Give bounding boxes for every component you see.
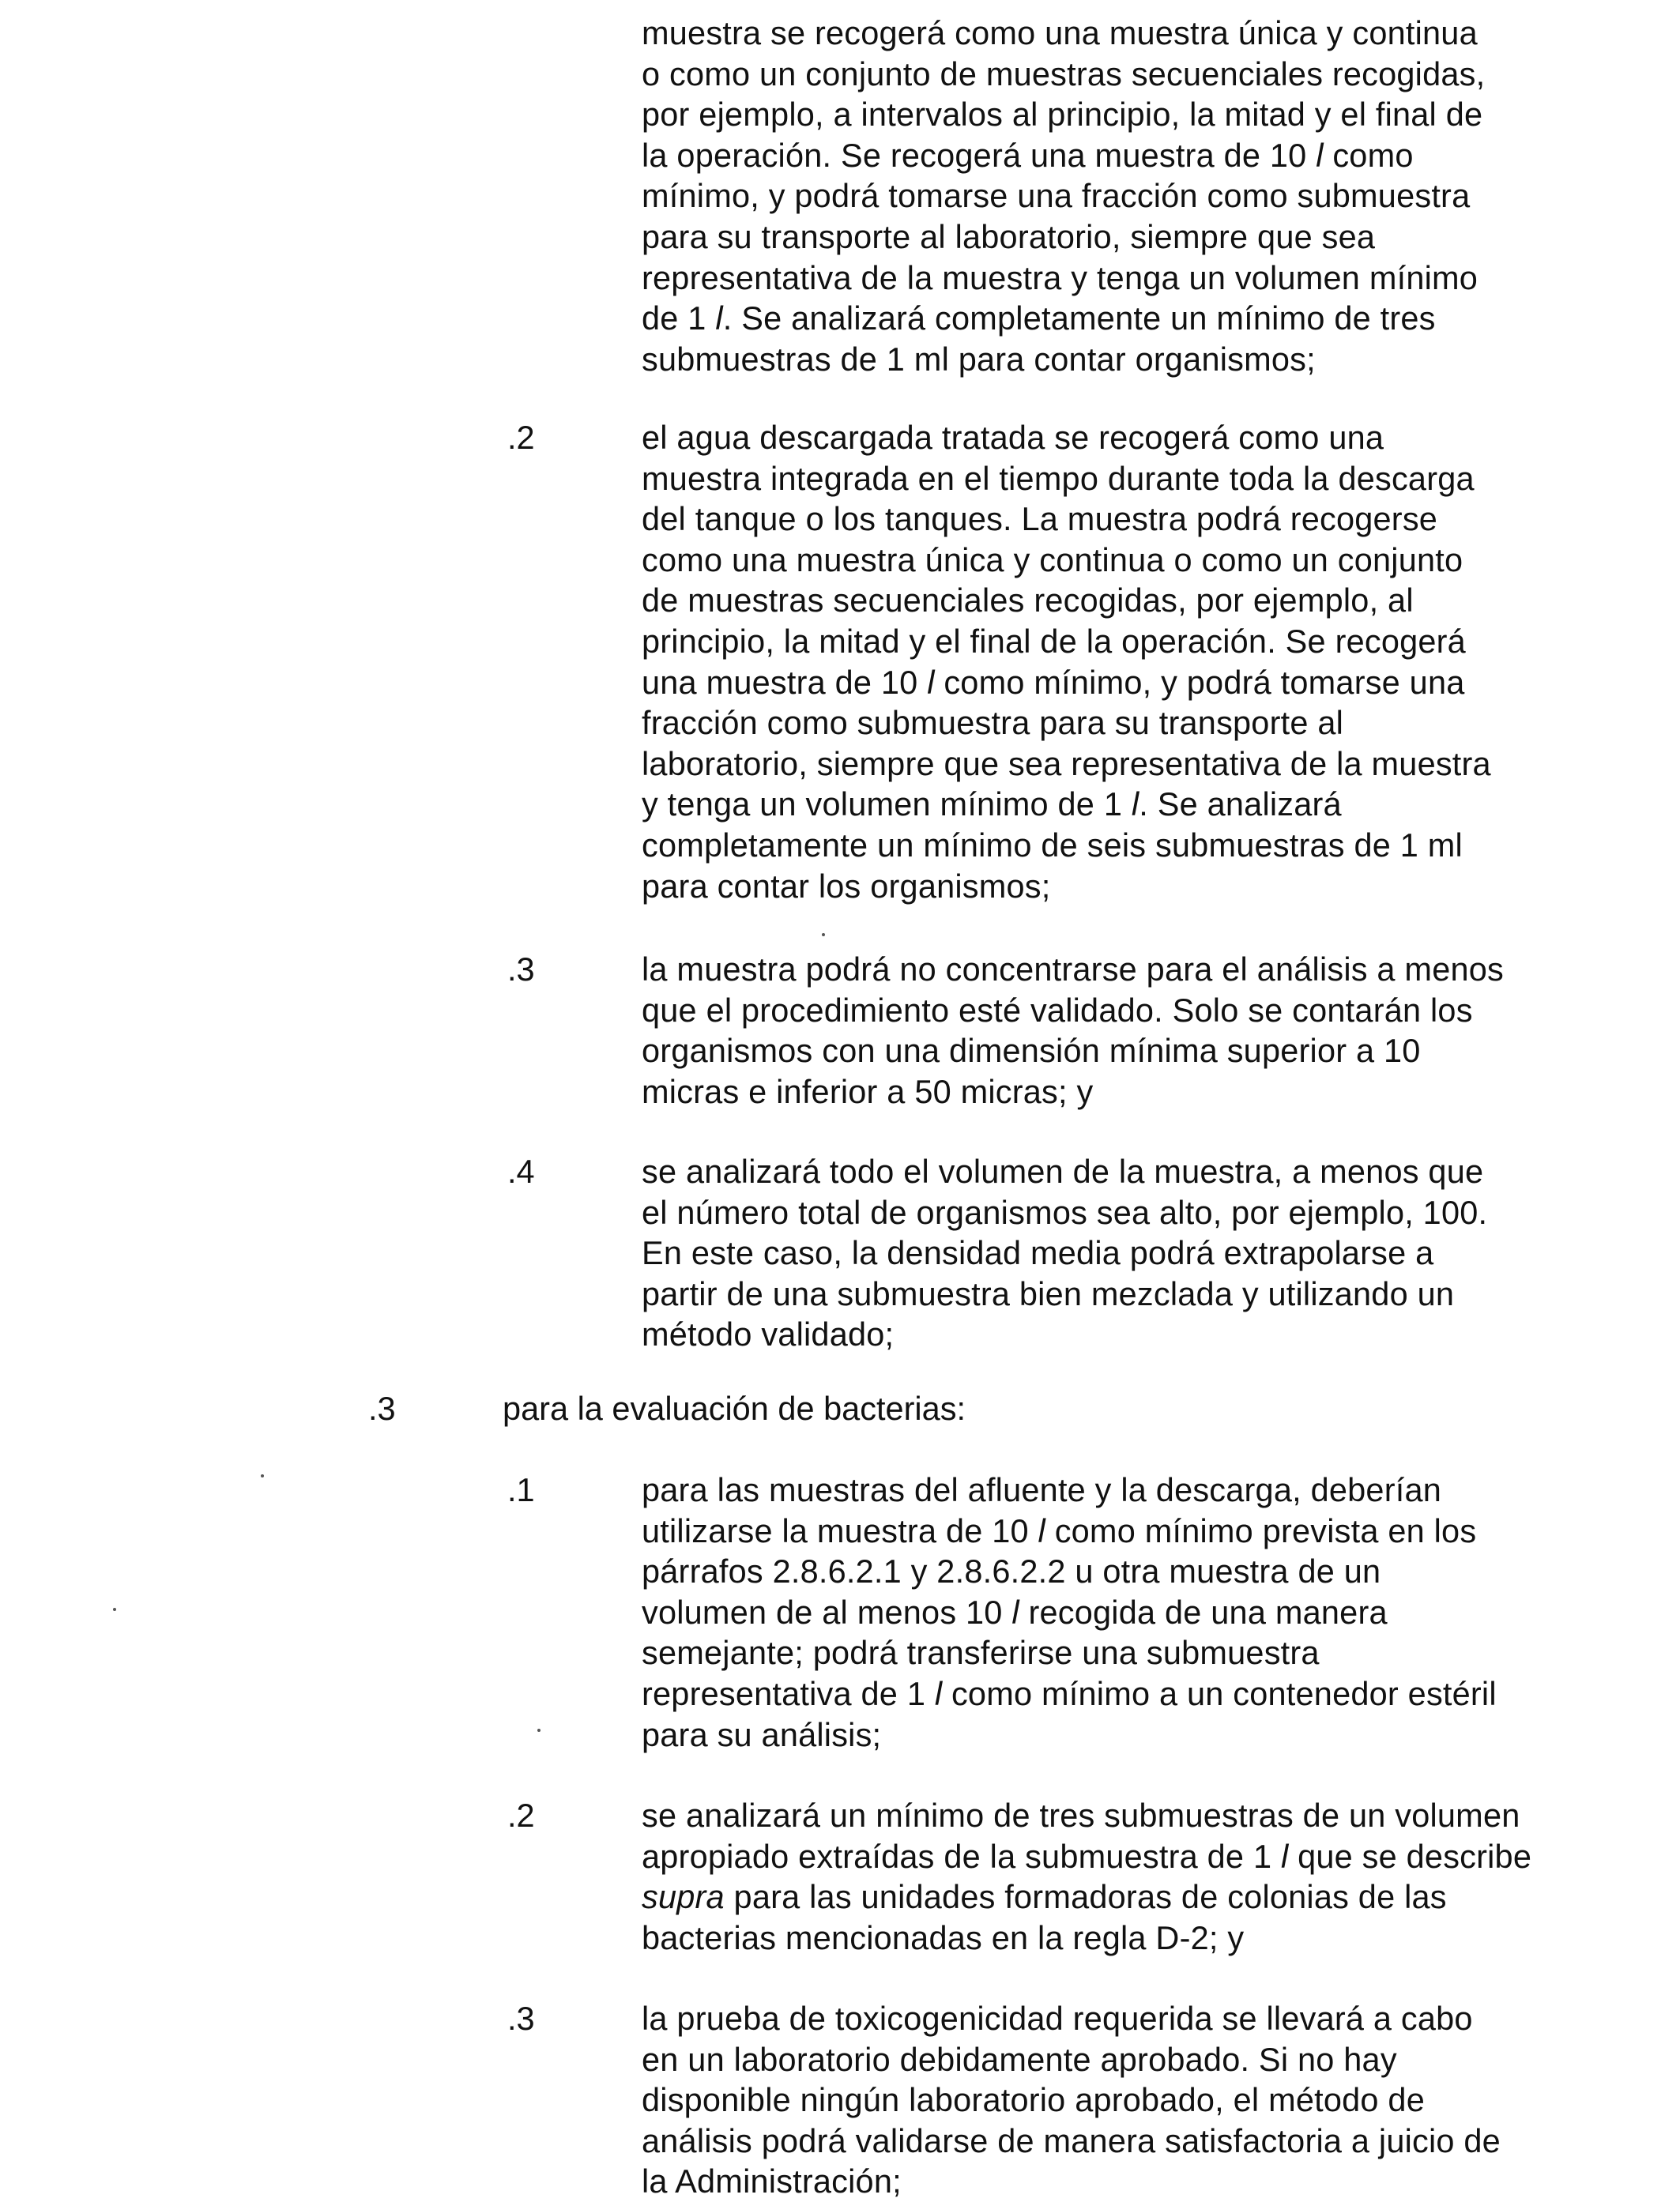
text-line: principio, la mitad y el final de la operación. Se recogerá bbox=[642, 622, 1466, 660]
item-number: .2 bbox=[507, 419, 535, 456]
text-line: para las muestras del afluente y la descarga, deberían bbox=[642, 1471, 1442, 1508]
item-paragraph bbox=[642, 949, 1539, 1112]
text-line: apropiado extraídas de la submuestra de 1 l que se describe bbox=[642, 1837, 1532, 1875]
text-line: disponible ningún laboratorio aprobado, el método de bbox=[642, 2081, 1425, 2119]
text-line: método validado; bbox=[642, 1316, 895, 1353]
item-number: .3 bbox=[507, 950, 535, 988]
text-line: que el procedimiento esté validado. Solo se contarán los bbox=[642, 991, 1473, 1029]
subitem-number: .2 bbox=[507, 1797, 535, 1834]
intro-paragraph bbox=[642, 13, 1539, 379]
text-line: de 1 l. Se analizará completamente un mínimo de tres bbox=[642, 299, 1436, 337]
text-line: análisis podrá validarse de manera satisfactoria a juicio de bbox=[642, 2121, 1501, 2159]
scan-speck bbox=[822, 933, 825, 936]
section-number: .3 bbox=[368, 1390, 396, 1427]
subitem-paragraph bbox=[642, 1795, 1539, 1958]
text-line: para contar los organismos; bbox=[642, 867, 1051, 905]
text-line: para su análisis; bbox=[642, 1715, 882, 1753]
text-line: del tanque o los tanques. La muestra podrá recogerse bbox=[642, 500, 1438, 538]
subitem-paragraph bbox=[642, 1470, 1539, 1755]
text-line: representativa de la muestra y tenga un volumen mínimo bbox=[642, 258, 1478, 296]
text-line: la prueba de toxicogenicidad requerida se llevará a cabo bbox=[642, 2000, 1473, 2037]
item-paragraph bbox=[642, 417, 1539, 906]
text-line: submuestras de 1 ml para contar organismos; bbox=[642, 340, 1316, 378]
text-line: micras e inferior a 50 micras; y bbox=[642, 1072, 1094, 1110]
text-line: y tenga un volumen mínimo de 1 l. Se analizará bbox=[642, 785, 1342, 823]
scan-speck bbox=[261, 1474, 264, 1477]
subitem-number: .1 bbox=[507, 1471, 535, 1508]
text-line: completamente un mínimo de seis submuestras de 1 ml bbox=[642, 826, 1463, 864]
text-line: por ejemplo, a intervalos al principio, la mitad y el final de bbox=[642, 96, 1483, 134]
text-line: En este caso, la densidad media podrá extrapolarse a bbox=[642, 1234, 1434, 1272]
item-paragraph bbox=[642, 1151, 1539, 1355]
text-line: o como un conjunto de muestras secuenciales recogidas, bbox=[642, 55, 1486, 92]
text-line: utilizarse la muestra de 10 l como mínimo prevista en los bbox=[642, 1511, 1477, 1549]
text-line: una muestra de 10 l como mínimo, y podrá tomarse una bbox=[642, 663, 1465, 701]
text-line: muestra se recogerá como una muestra única y continua bbox=[642, 14, 1478, 51]
text-line: fracción como submuestra para su transporte al bbox=[642, 704, 1344, 742]
text-line: el agua descargada tratada se recogerá como una bbox=[642, 419, 1384, 456]
text-line: para su transporte al laboratorio, siempre que sea bbox=[642, 217, 1376, 255]
subitem-paragraph bbox=[642, 1998, 1539, 2202]
subitem-number: .3 bbox=[507, 2000, 535, 2037]
text-line: partir de una submuestra bien mezclada y utilizando un bbox=[642, 1274, 1455, 1312]
item-number: .4 bbox=[507, 1153, 535, 1190]
text-line: organismos con una dimensión mínima superior a 10 bbox=[642, 1032, 1421, 1070]
text-line: se analizará todo el volumen de la muestra, a menos que bbox=[642, 1153, 1484, 1190]
text-line: la muestra podrá no concentrarse para el análisis a menos bbox=[642, 950, 1504, 988]
text-line: en un laboratorio debidamente aprobado. Si no hay bbox=[642, 2040, 1397, 2078]
text-line: supra para las unidades formadoras de colonias de las bbox=[642, 1878, 1447, 1916]
text-line: la Administración; bbox=[642, 2162, 902, 2200]
scan-speck bbox=[113, 1608, 116, 1611]
text-line: párrafos 2.8.6.2.1 y 2.8.6.2.2 u otra muestra de un bbox=[642, 1553, 1381, 1590]
scan-speck bbox=[537, 1729, 541, 1732]
text-line: como una muestra única y continua o como un conjunto bbox=[642, 540, 1463, 578]
text-line: se analizará un mínimo de tres submuestras de un volumen bbox=[642, 1797, 1520, 1834]
text-line: representativa de 1 l como mínimo a un contenedor estéril bbox=[642, 1674, 1497, 1712]
text-line: laboratorio, siempre que sea representativa de la muestra bbox=[642, 744, 1491, 782]
text-line: volumen de al menos 10 l recogida de una manera bbox=[642, 1593, 1388, 1631]
text-line: muestra integrada en el tiempo durante toda la descarga bbox=[642, 459, 1475, 497]
text-line: bacterias mencionadas en la regla D-2; y bbox=[642, 1918, 1245, 1956]
text-line: el número total de organismos sea alto, por ejemplo, 100. bbox=[642, 1193, 1488, 1231]
text-line: semejante; podrá transferirse una submuestra bbox=[642, 1634, 1320, 1672]
section-heading: para la evaluación de bacterias: bbox=[503, 1390, 966, 1427]
text-line: la operación. Se recogerá una muestra de 10 l como bbox=[642, 136, 1414, 174]
text-line: mínimo, y podrá tomarse una fracción como submuestra bbox=[642, 177, 1471, 215]
text-line: de muestras secuenciales recogidas, por ejemplo, al bbox=[642, 582, 1414, 619]
